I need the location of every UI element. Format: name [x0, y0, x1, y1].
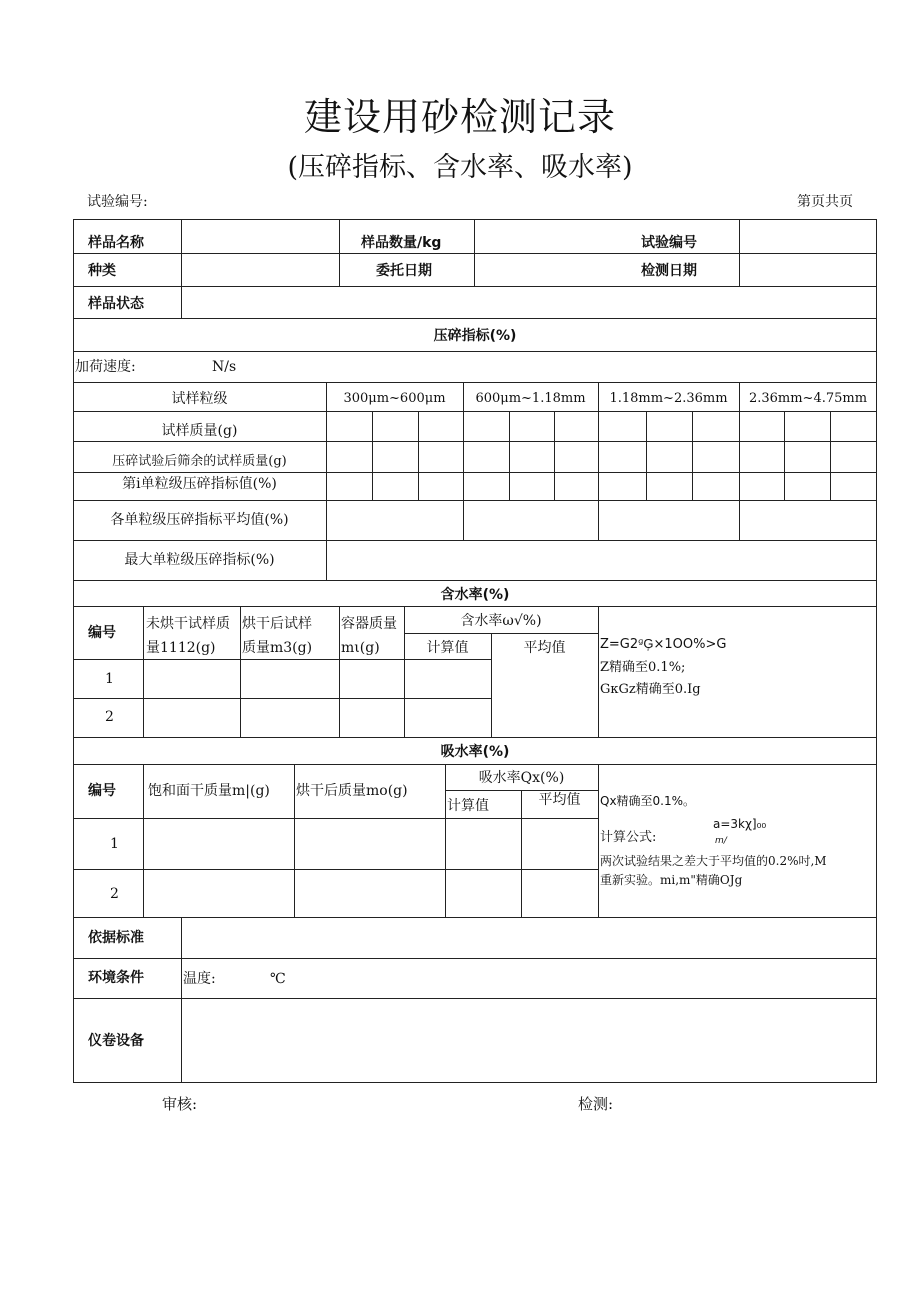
- row-single-index: 第i单粒级压碎指标值(%): [122, 476, 277, 492]
- grade-4: 2.36mm~4.75mm: [748, 391, 868, 406]
- row-residual-mass: 压碎试验后筛余的试样质量(g): [112, 454, 287, 469]
- test-number-label: 试验编号:: [87, 194, 148, 210]
- temperature-label: 温度:: [183, 971, 216, 987]
- absorption-col-rate: 吸水率Qx(%): [478, 770, 565, 786]
- page-title: 建设用砂检测记录: [303, 95, 616, 139]
- absorption-col-no: 编号: [88, 783, 116, 799]
- absorption-note-3: 两次试验结果之差大于平均值的0.2%吋,M: [600, 854, 827, 868]
- moisture-col-wet-1: 未烘干试样质: [146, 616, 230, 632]
- kind-label: 种类: [88, 263, 116, 279]
- absorption-note-4: 重新实验。mi,m"精确OJg: [600, 873, 743, 887]
- grade-3: 1.18mm~2.36mm: [609, 391, 728, 406]
- moisture-note-formula: Z=G2ᶢG᷊×1OO%>G: [600, 637, 727, 652]
- absorption-note-calc: 计算公式:: [600, 830, 657, 845]
- moisture-col-wet-2: 量1112(g): [146, 640, 216, 656]
- row-sample-mass: 试样质量(g): [161, 423, 238, 439]
- moisture-note-1: Z精确至0.1%;: [600, 660, 686, 675]
- moisture-row-2: 2: [105, 709, 114, 725]
- moisture-col-dry-2: 质量m3(g): [242, 640, 313, 656]
- page-subtitle: (压碎指标、含水率、吸水率): [287, 152, 633, 183]
- temperature-unit: ℃: [270, 971, 286, 987]
- absorption-note-1: Qx精确至0.1%。: [600, 794, 696, 808]
- page-count-label: 第页共页: [797, 194, 853, 210]
- moisture-col-avg: 平均值: [523, 640, 566, 656]
- review-label: 审核:: [162, 1095, 198, 1113]
- load-speed-label: 加荷速度:: [75, 359, 136, 375]
- absorption-row-1: 1: [110, 836, 119, 852]
- moisture-row-1: 1: [105, 671, 114, 687]
- absorption-col-avg: 平均值: [538, 792, 581, 808]
- moisture-col-calc: 计算值: [426, 640, 469, 656]
- absorption-section-title: 吸水率(%): [440, 744, 510, 760]
- commission-date-label: 委托日期: [376, 263, 432, 279]
- load-speed-unit: N/s: [212, 359, 237, 375]
- basis-label: 依据标准: [88, 930, 144, 946]
- absorption-col-dry: 烘干后质量mo(g): [296, 783, 408, 799]
- grade-2: 600μm~1.18mm: [475, 391, 586, 406]
- equipment-label: 仪卷设备: [88, 1033, 144, 1049]
- row-avg-index: 各单粒级压碎指标平均值(%): [110, 512, 289, 528]
- test-no-label: 试验编号: [641, 235, 697, 251]
- moisture-col-container-2: mι(g): [341, 640, 380, 656]
- moisture-col-dry-1: 烘干后试样: [242, 616, 312, 632]
- absorption-note-formula-sub: m/: [715, 836, 727, 846]
- absorption-note-formula: a=3kχ]₀₀: [713, 817, 767, 831]
- sample-name-label: 样品名称: [88, 235, 144, 251]
- absorption-col-ssd: 饱和面干质量m|(g): [148, 783, 270, 799]
- moisture-col-rate: 含水率ω√%): [460, 613, 542, 629]
- moisture-section-title: 含水率(%): [440, 587, 510, 603]
- moisture-col-container-1: 容器质量: [341, 616, 397, 632]
- grade-1: 300μm~600μm: [343, 391, 446, 406]
- sample-state-label: 样品状态: [88, 296, 144, 312]
- crush-section-title: 压碎指标(%): [433, 328, 517, 344]
- test-date-label: 检测日期: [641, 263, 697, 279]
- absorption-col-calc: 计算值: [447, 798, 489, 814]
- moisture-note-2: GκGz精确至0.Ig: [600, 682, 701, 697]
- grade-label: 试样粒级: [171, 391, 228, 407]
- moisture-col-no: 编号: [88, 625, 116, 641]
- environment-label: 环境条件: [88, 970, 144, 986]
- row-max-index: 最大单粒级压碎指标(%): [124, 552, 275, 568]
- sample-qty-label: 样品数量/kg: [361, 235, 442, 251]
- absorption-row-2: 2: [110, 886, 119, 902]
- tester-label: 检测:: [578, 1095, 614, 1113]
